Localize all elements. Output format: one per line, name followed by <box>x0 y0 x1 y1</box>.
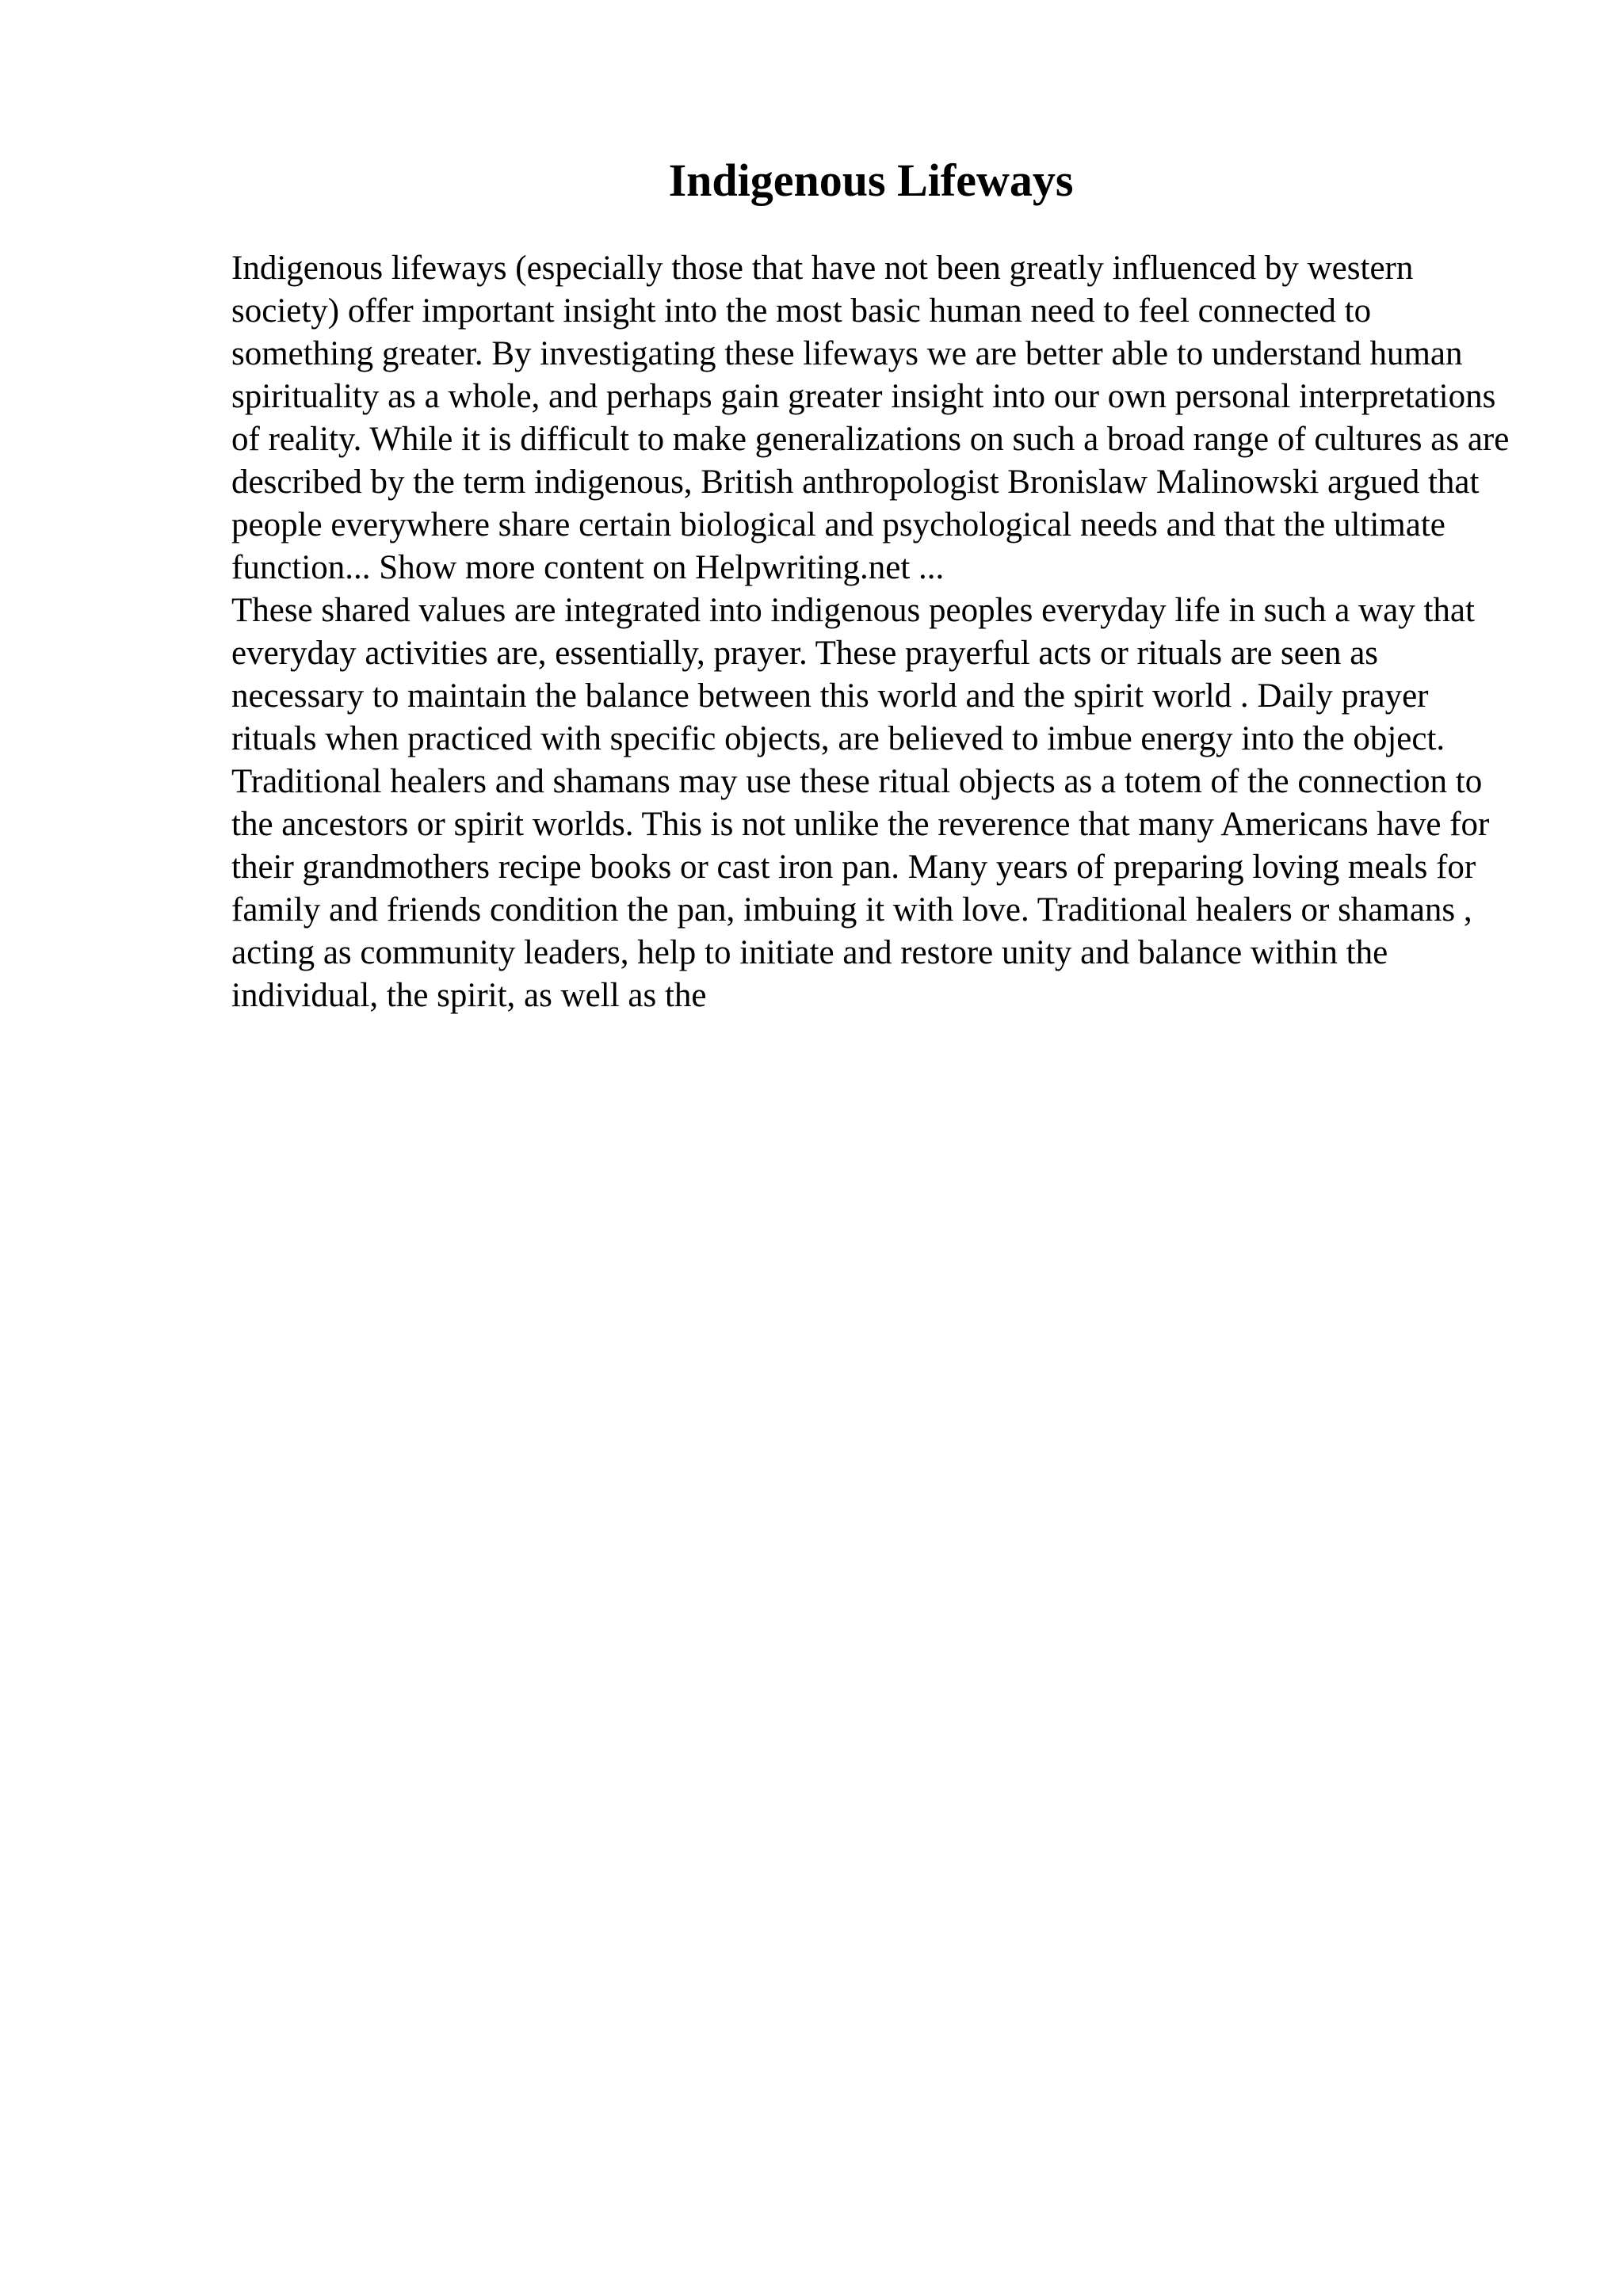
paragraph-1: Indigenous lifeways (especially those that have not been greatly influenced by western society) offer important insight into the most basic human need to feel connected to something greater. By investigating these lifeways we are better able to understand human spirituality as a whole, and perhaps gain greater insight into our own personal interpretations of reality. While it is difficult to make generalizations on such a broad range of cultures as are described by the term indigenous, British anthropologist Bronislaw Malinowski argued that people everywhere share certain biological and psychological needs and that the ultimate function... Show more content on Helpwriting.net ... <box>231 250 1510 586</box>
document-body <box>231 247 1515 1017</box>
paragraph-2: These shared values are integrated into indigenous peoples everyday life in such a way that everyday activities are, essentially, prayer. These prayerful acts or rituals are seen as necessary to maintain the balance between this world and the spirit world . Daily prayer rituals when practiced with specific objects, are believed to imbue energy into the object. Traditional healers and shamans may use these ritual objects as a totem of the connection to the ancestors or spirit worlds. This is not unlike the reverence that many Americans have for their grandmothers recipe books or cast iron pan. Many years of preparing loving meals for family and friends condition the pan, imbuing it with love. Traditional healers or shamans , acting as community leaders, help to initiate and restore unity and balance within the individual, the spirit, as well as the <box>231 592 1490 1014</box>
document-title: Indigenous Lifeways <box>668 154 1074 206</box>
